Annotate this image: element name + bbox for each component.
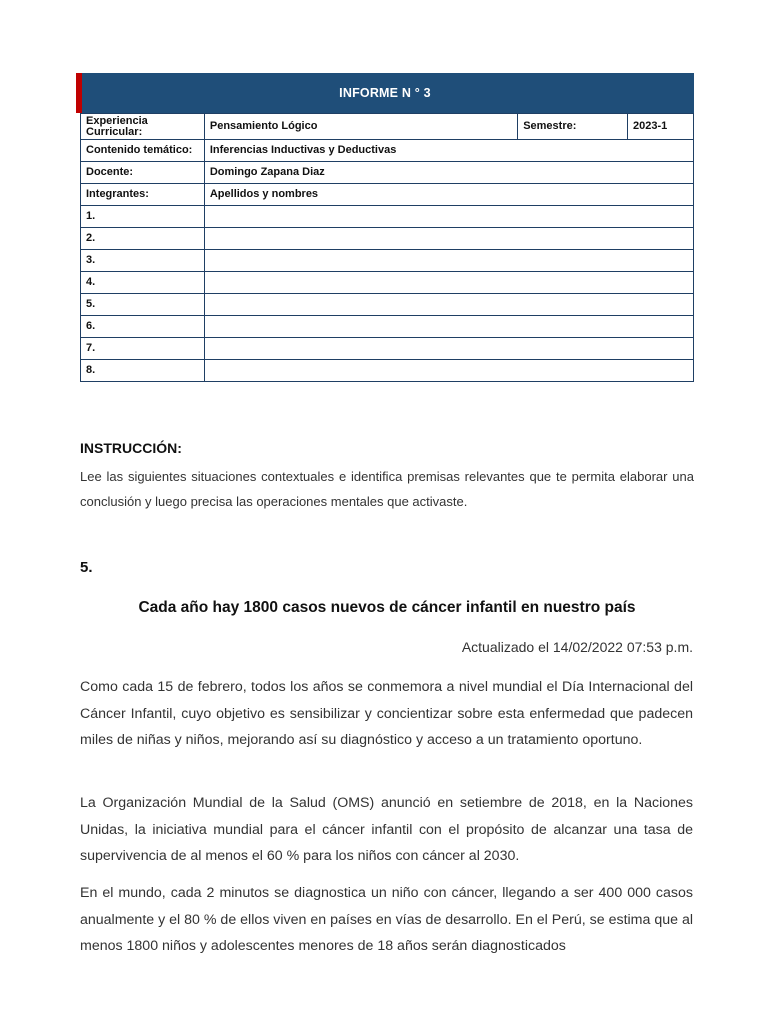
article-paragraph: Como cada 15 de febrero, todos los años se conmemora a nivel mundial el Día Internacional del Cáncer Infantil, cuyo objetivo es sensibilizar y concientizar sobre esta enfermedad que padecen miles de niñas y niños, mejorando así su diagnóstico y acceso a un tratamiento oportuno. (80, 679, 693, 748)
article-paragraph: En el mundo, cada 2 minutos se diagnostica un niño con cáncer, llegando a ser 400 000 casos anualmente y el 80 % de ellos viven en países en vías de desarrollo. En el Perú, se estima que al menos 1800 niños y adolescentes menores de 18 años serán diagnosticados (80, 885, 693, 954)
member-row (81, 360, 694, 382)
table-row (81, 140, 694, 162)
semestre-value: 2023-1 (628, 114, 694, 140)
article-title: Cada año hay 1800 casos nuevos de cáncer infantil en nuestro país (138, 599, 636, 616)
member-row (81, 250, 694, 272)
member-number: 6. (81, 316, 205, 338)
table-row (81, 184, 694, 206)
article-updated-date: Actualizado el 14/02/2022 07:53 p.m. (461, 639, 693, 655)
member-number: 8. (81, 360, 205, 382)
member-number: 2. (81, 228, 205, 250)
docente-label: Docente: (81, 162, 205, 184)
member-name-cell[interactable] (204, 294, 693, 316)
semestre-label: Semestre: (518, 114, 628, 140)
member-row (81, 206, 694, 228)
instruction-text: Lee las siguientes situaciones contextuales e identifica premisas relevantes que te permita elaborar una conclusión y luego precisa las operaciones mentales que activaste. (80, 469, 694, 509)
item-number: 5. (80, 559, 93, 576)
experiencia-label: Experiencia Curricular: (81, 114, 205, 140)
contenido-label: Contenido temático: (81, 140, 205, 162)
member-row (81, 338, 694, 360)
member-row (81, 316, 694, 338)
member-number: 3. (81, 250, 205, 272)
member-row (81, 294, 694, 316)
table-row (81, 114, 694, 140)
member-number: 5. (81, 294, 205, 316)
member-row (81, 228, 694, 250)
member-name-cell[interactable] (204, 272, 693, 294)
member-name-cell[interactable] (204, 316, 693, 338)
member-number: 4. (81, 272, 205, 294)
table-row (81, 162, 694, 184)
docente-value: Domingo Zapana Diaz (204, 162, 693, 184)
report-header-banner (76, 73, 694, 113)
member-number: 7. (81, 338, 205, 360)
contenido-value: Inferencias Inductivas y Deductivas (204, 140, 693, 162)
integrantes-label: Integrantes: (81, 184, 205, 206)
member-name-cell[interactable] (204, 360, 693, 382)
member-number: 1. (81, 206, 205, 228)
info-table (80, 113, 694, 382)
member-name-cell[interactable] (204, 228, 693, 250)
experiencia-value: Pensamiento Lógico (204, 114, 517, 140)
member-name-cell[interactable] (204, 338, 693, 360)
member-row (81, 272, 694, 294)
member-name-cell[interactable] (204, 250, 693, 272)
article-paragraph: La Organización Mundial de la Salud (OMS) anunció en setiembre de 2018, en la Naciones Unidas, la iniciativa mundial para el cáncer infantil con el propósito de alcanzar una tasa de supervivencia de al menos el 60 % para los niños con cáncer al 2030. (80, 795, 693, 864)
instruction-heading: INSTRUCCIÓN: (80, 440, 182, 456)
member-name-cell[interactable] (204, 206, 693, 228)
report-title: INFORME N ° 3 (339, 86, 431, 100)
integrantes-value: Apellidos y nombres (204, 184, 693, 206)
